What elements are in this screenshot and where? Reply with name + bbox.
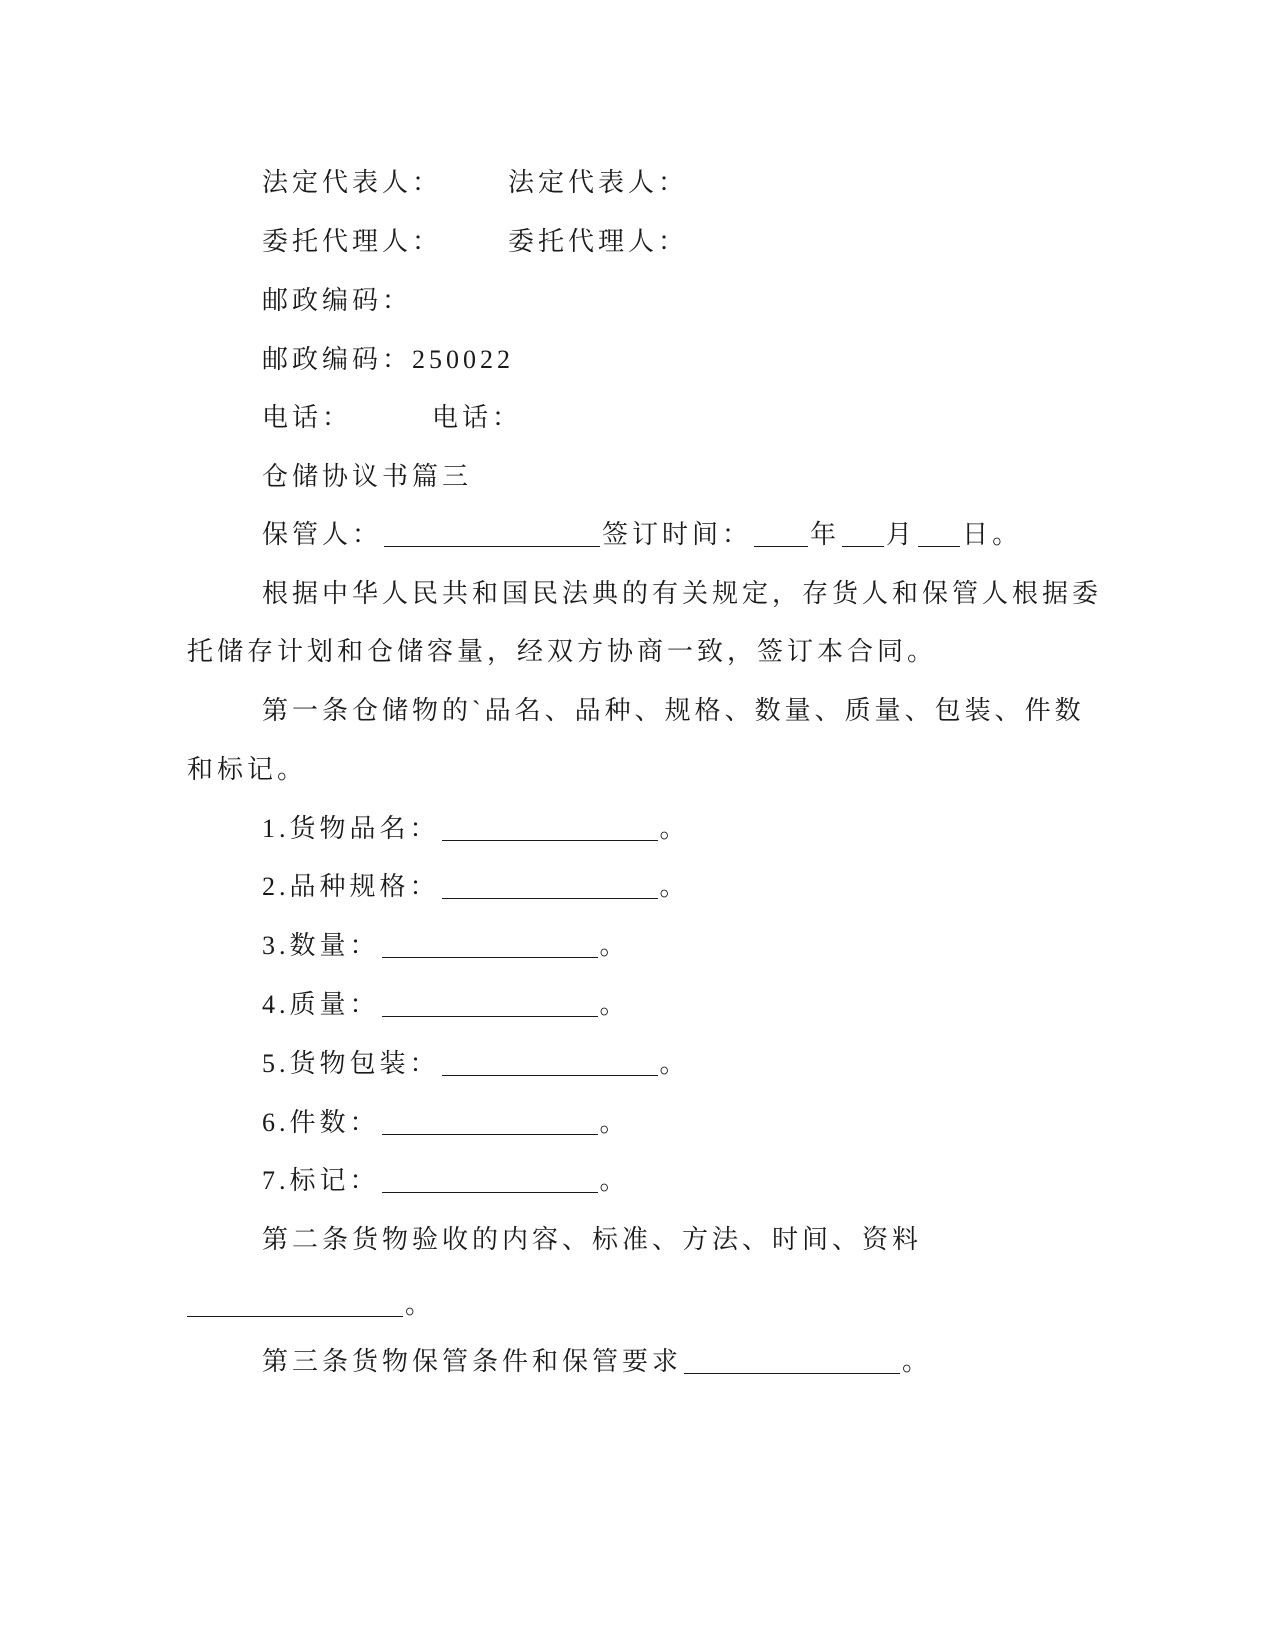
phone-label-a: 电话： [262, 403, 353, 432]
item-3-blank [382, 933, 598, 958]
agent-line [262, 225, 688, 259]
postal-code-line-2: 邮政编码：250022 [262, 345, 515, 374]
item-6 [262, 1106, 630, 1140]
item-3-label: 3.数量： [262, 931, 380, 960]
article-2-line-2 [187, 1288, 435, 1322]
month-label: 月 [886, 520, 917, 549]
item-3 [262, 929, 630, 963]
item-5-blank [442, 1051, 658, 1076]
sign-date-label: 签订时间： [602, 520, 753, 549]
day-label: 日。 [962, 520, 1023, 549]
section-title: 仓储协议书篇三 [262, 462, 473, 491]
item-1-blank [442, 816, 658, 841]
item-1 [262, 812, 690, 846]
item-1-end: 。 [659, 814, 690, 843]
paragraph-1-line-1: 根据中华人民共和国民法典的有关规定，存货人和保管人根据委 [262, 579, 1103, 608]
postal-code-line-1: 邮政编码： [262, 286, 413, 315]
phone-line [262, 401, 522, 435]
item-4-end: 。 [599, 990, 630, 1019]
item-6-end: 。 [599, 1108, 630, 1137]
article-3-label: 第三条货物保管条件和保管要求 [262, 1347, 683, 1376]
legal-rep-label-a: 法定代表人： [262, 168, 443, 197]
item-6-blank [382, 1110, 598, 1135]
article-1-line-2: 和标记。 [187, 755, 308, 784]
item-7-label: 7.标记： [262, 1166, 380, 1195]
item-7-blank [382, 1168, 598, 1193]
item-1-label: 1.货物品名： [262, 814, 440, 843]
item-2-blank [442, 874, 658, 899]
article-2-blank [187, 1292, 403, 1317]
day-blank [918, 522, 960, 547]
item-5 [262, 1047, 690, 1081]
item-3-end: 。 [599, 931, 630, 960]
paragraph-1-line-2: 托储存计划和仓储容量，经双方协商一致，签订本合同。 [187, 637, 938, 666]
agent-label-b: 委托代理人： [508, 227, 689, 256]
item-2-label: 2.品种规格： [262, 872, 440, 901]
phone-label-b: 电话： [432, 403, 523, 432]
custodian-label: 保管人： [262, 520, 383, 549]
item-4 [262, 988, 630, 1022]
agent-label-a: 委托代理人： [262, 227, 443, 256]
article-3-line [262, 1345, 932, 1379]
month-blank [842, 522, 884, 547]
item-4-blank [382, 992, 598, 1017]
item-7-end: 。 [599, 1166, 630, 1195]
item-7 [262, 1164, 630, 1198]
item-5-end: 。 [659, 1049, 690, 1078]
year-label: 年 [810, 520, 841, 549]
custodian-line [262, 518, 1022, 552]
year-blank [754, 522, 808, 547]
article-2-line-1: 第二条货物验收的内容、标准、方法、时间、资料 [262, 1225, 923, 1254]
article-3-end: 。 [902, 1347, 933, 1376]
legal-rep-line [262, 166, 688, 200]
legal-rep-label-b: 法定代表人： [508, 168, 689, 197]
custodian-blank [384, 522, 600, 547]
item-6-label: 6.件数： [262, 1108, 380, 1137]
article-1-line-1: 第一条仓储物的`品名、品种、规格、数量、质量、包装、件数 [262, 696, 1085, 725]
article-3-blank [684, 1349, 900, 1374]
item-5-label: 5.货物包装： [262, 1049, 440, 1078]
item-2-end: 。 [659, 872, 690, 901]
article-2-end: 。 [405, 1290, 436, 1319]
item-2 [262, 870, 690, 904]
item-4-label: 4.质量： [262, 990, 380, 1019]
